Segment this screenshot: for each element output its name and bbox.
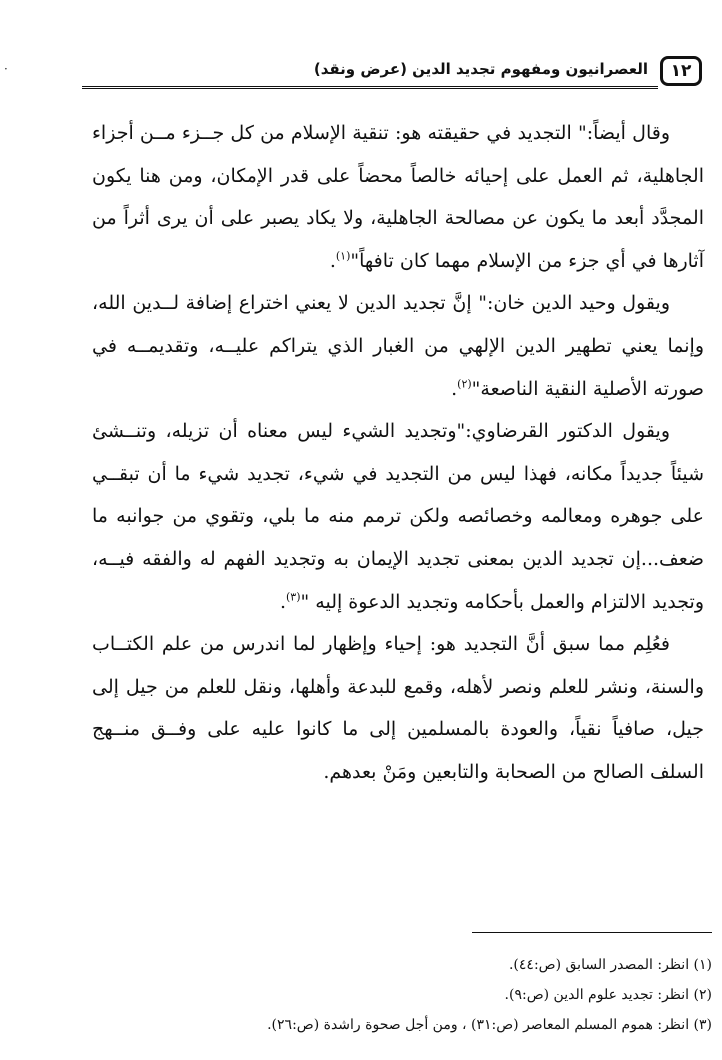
page-number: ١٢ <box>660 56 702 86</box>
footnote-rule <box>472 932 712 933</box>
header-rule <box>82 86 658 92</box>
paragraph <box>92 112 704 282</box>
paragraph-end: . <box>329 249 336 272</box>
footnote: (٣) انظر: هموم المسلم المعاصر (ص:٣١) ، ومن أجل صحوة راشدة (ص:٢٦). <box>267 1017 712 1033</box>
footnote: (٢) انظر: تجديد علوم الدين (ص:٩). <box>504 987 712 1003</box>
paragraph <box>92 410 704 623</box>
body-text <box>92 112 704 794</box>
footnote: (١) انظر: المصدر السابق (ص:٤٤). <box>508 957 712 973</box>
paragraph <box>92 623 704 793</box>
footnote-ref[interactable]: (١) <box>335 249 351 263</box>
margin-mark: · <box>4 62 8 76</box>
paragraph-text: ويقول الدكتور القرضاوي:"وتجديد الشيء ليس معناه أن تزيله، وتنــشئ شيئاً جديداً مكانه، فهذا ليس من التجديد في شيء، تجديد شيء ما أن تبقــي على جوهره ومعالمه وخصائصه ولكن ترمم منه ما بلي، وتقوي من جوانبه ما ضعف...إن تجديد الدين بمعنى تجديد الإيمان به وتجديد الفهم له والفقه فيــه، وتجديد الالتزام والعمل بأحكامه وتجديد الدعوة إليه " <box>92 420 705 613</box>
paragraph-end: . <box>279 590 286 613</box>
page-header <box>82 56 706 92</box>
paragraph <box>92 282 704 410</box>
footnotes <box>92 950 712 1040</box>
running-title: العصرانيون ومفهوم تجديد الدين (عرض ونقد) <box>313 60 648 78</box>
paragraph-end: . <box>451 377 458 400</box>
footnote-ref[interactable]: (٣) <box>285 590 301 604</box>
paragraph-text: فعُلِم مما سبق أنَّ التجديد هو: إحياء وإظهار لما اندرس من علم الكتــاب والسنة، ونشر للعلم ونصر لأهله، وقمع للبدعة وأهلها، ونقل للعلم من جيل إلى جيل، صافياً نقياً، والعودة بالمسلمين إلى ما كانوا عليه على وفــق منــهج السلف الصالح من الصحابة والتابعين ومَنْ بعدهم. <box>92 633 704 783</box>
paragraph-text: ويقول وحيد الدين خان:" إنَّ تجديد الدين لا يعني اختراع إضافة لــدين الله، وإنما يعني تطهير الدين الإلهي من الغبار الذي يتراكم عليــه، وتقديمــه في صورته الأصلية النقية الناصعة" <box>92 292 704 400</box>
paragraph-text: وقال أيضاً:" التجديد في حقيقته هو: تنقية الإسلام من كل جــزء مــن أجزاء الجاهلية، ثم العمل على إحيائه خالصاً محضاً على قدر الإمكان، ومن هنا يكون المجدَّد أبعد ما يكون عن مصالحة الجاهلية، ولا يكاد يصبر على أن يرى أثراً من آثارها في أي جزء من الإسلام مهما كان تافهاً" <box>92 122 704 272</box>
footnote-ref[interactable]: (٢) <box>457 377 472 391</box>
